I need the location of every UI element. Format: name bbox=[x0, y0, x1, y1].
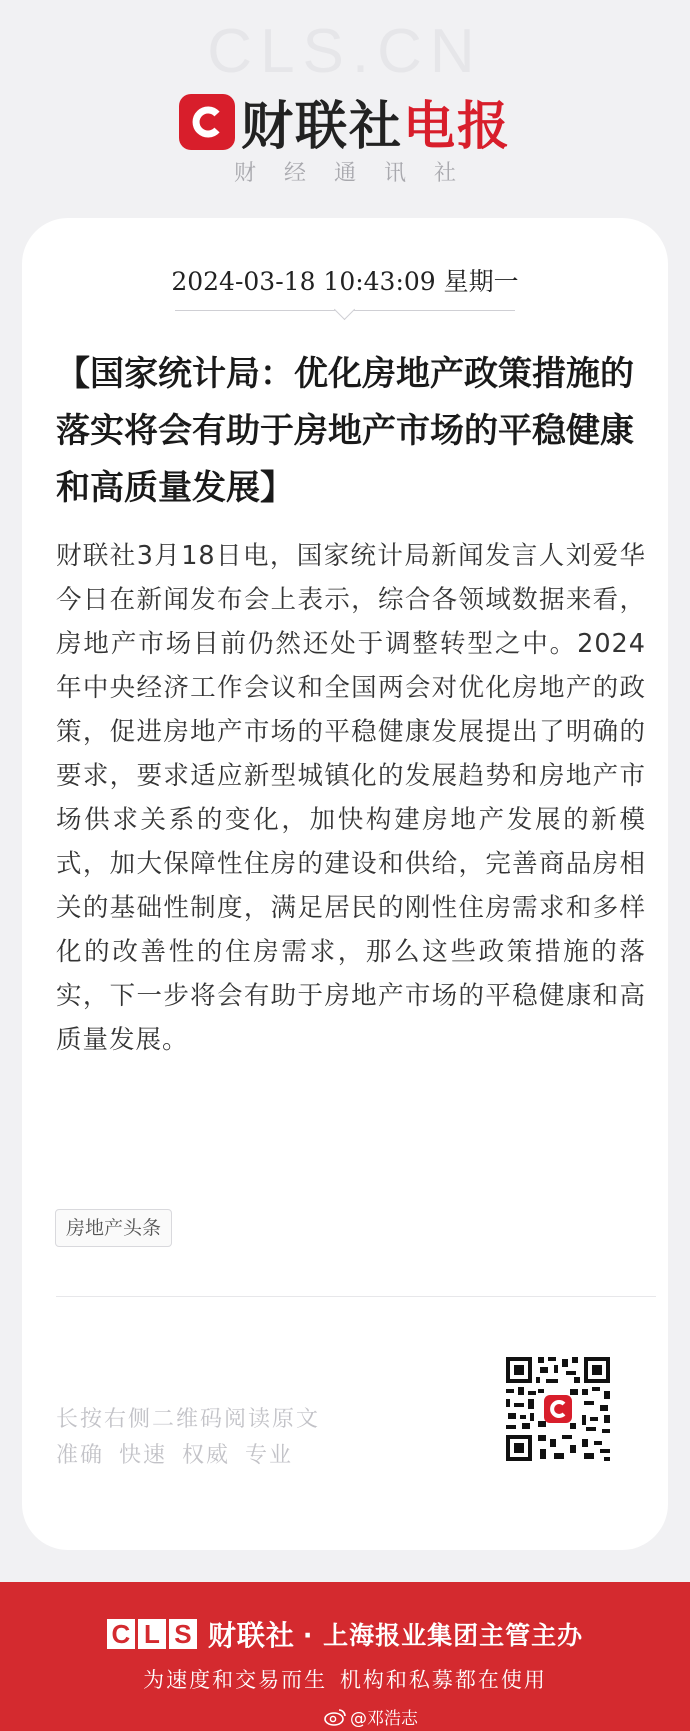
qr-code-icon[interactable] bbox=[504, 1355, 612, 1463]
footer-brand-name: 财联社 bbox=[207, 1619, 295, 1652]
section-divider bbox=[56, 1296, 656, 1297]
footer-org: · 上海报业集团主管主办 bbox=[302, 1621, 584, 1650]
footer-cls-logo bbox=[107, 1619, 200, 1649]
cls-letter: C bbox=[107, 1619, 135, 1649]
article-card bbox=[22, 218, 668, 1550]
weibo-watermark bbox=[324, 1704, 418, 1729]
cls-letter: S bbox=[169, 1619, 197, 1649]
footer-brand-row bbox=[0, 1614, 690, 1654]
article-tag[interactable]: 房地产头条 bbox=[55, 1209, 172, 1247]
qr-hint: 长按右侧二维码阅读原文 bbox=[56, 1407, 321, 1432]
weibo-icon bbox=[324, 1708, 346, 1726]
header-watermark: CLS.CN bbox=[207, 17, 483, 86]
datetime-notch bbox=[334, 299, 355, 320]
article-datetime: 2024-03-18 10:43:09 星期一 bbox=[171, 267, 519, 296]
cls-c-logo-icon bbox=[179, 94, 235, 150]
header bbox=[0, 0, 690, 215]
article-body: 财联社3月18日电，国家统计局新闻发言人刘爱华今日在新闻发布会上表示，综合各领域数据来看，房地产市场目前仍然还处于调整转型之中。2024年中央经济工作会议和全国两会对优化房地产的政策，促进房地产市场的平稳健康发展提出了明确的要求，要求适应新型城镇化的发展趋势和房地产市场供求关系的变化，加快构建房地产发展的新模式，加大保障性住房的建设和供给，完善商品房相关的基础性制度，满足居民的刚性住房需求和多样化的改善性的住房需求，那么这些政策措施的落实，下一步将会有助于房地产市场的平稳健康和高质量发展。 bbox=[56, 541, 646, 1055]
brand-logo bbox=[0, 84, 690, 159]
footer-slogan: 为速度和交易而生 机构和私募都在使用 bbox=[143, 1668, 547, 1692]
weibo-handle: @邓浩志 bbox=[350, 1709, 418, 1729]
brand-suffix: 电报 bbox=[403, 97, 512, 157]
brand-name: 财联社 bbox=[240, 97, 403, 157]
article-headline: 【国家统计局：优化房地产政策措施的落实将会有助于房地产市场的平稳健康和高质量发展】 bbox=[56, 354, 634, 508]
header-subtitle: 财经通讯社 bbox=[233, 161, 484, 186]
qr-tagline: 准确 快速 权威 专业 bbox=[56, 1443, 293, 1468]
cls-letter: L bbox=[138, 1619, 166, 1649]
